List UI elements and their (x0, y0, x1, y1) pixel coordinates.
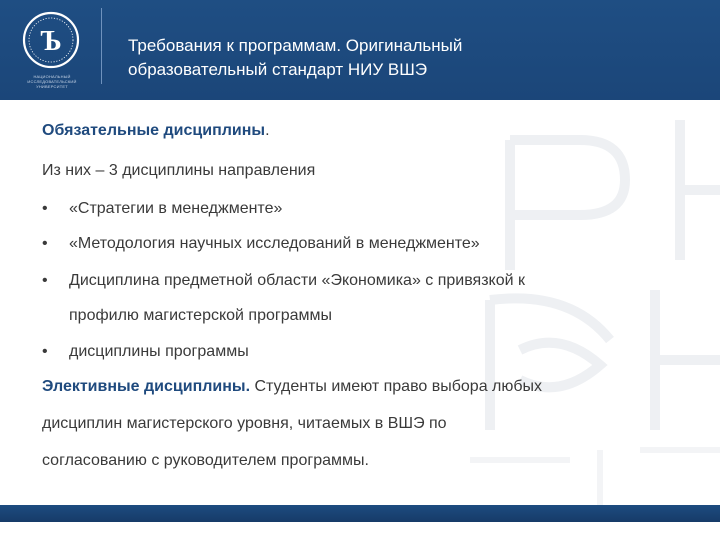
bullet-text: «Методология научных исследований в менеджменте» (69, 235, 480, 252)
slide-header (0, 0, 720, 100)
bullet-text: профилю магистерской программы (69, 307, 333, 324)
title-line-2: образовательный стандарт НИУ ВШЭ (128, 60, 428, 79)
title-line-1: Требования к программам. Оригинальный (128, 36, 463, 55)
bullet-mark: • (42, 272, 48, 289)
bullet-text: «Стратегии в менеджменте» (69, 200, 283, 217)
hse-emblem-icon (21, 10, 81, 70)
required-disciplines-line (42, 122, 270, 140)
required-disciplines-heading: Обязательные дисциплины (42, 122, 266, 139)
slide-title (128, 34, 688, 82)
header-divider (101, 8, 102, 84)
hse-logo (12, 8, 92, 90)
elective-line-2: дисциплин магистерского уровня, читаемых в ВШЭ по (42, 415, 447, 432)
elective-text: Студенты имеют право выбора любых (250, 378, 543, 395)
elective-line-3: согласованию с руководителем программы. (42, 452, 369, 469)
bullet-mark: • (42, 200, 48, 217)
bullet-mark: • (42, 235, 48, 252)
elective-disciplines-heading: Элективные дисциплины. (42, 378, 251, 395)
bullet-text: Дисциплина предметной области «Экономика» с привязкой к (69, 272, 526, 289)
logo-caption: НАЦИОНАЛЬНЫЙ ИССЛЕДОВАТЕЛЬСКИЙ УНИВЕРСИТЕТ (27, 74, 77, 89)
elective-line-1 (42, 378, 542, 396)
hse-watermark-pattern (450, 100, 720, 505)
required-disciplines-period: . (265, 122, 270, 139)
bullet-text: дисциплины программы (69, 343, 249, 360)
svg-text:Ъ: Ъ (40, 26, 62, 57)
footer-band (0, 505, 720, 522)
bullet-mark: • (42, 343, 48, 360)
intro-text: Из них – 3 дисциплины направления (42, 162, 316, 179)
